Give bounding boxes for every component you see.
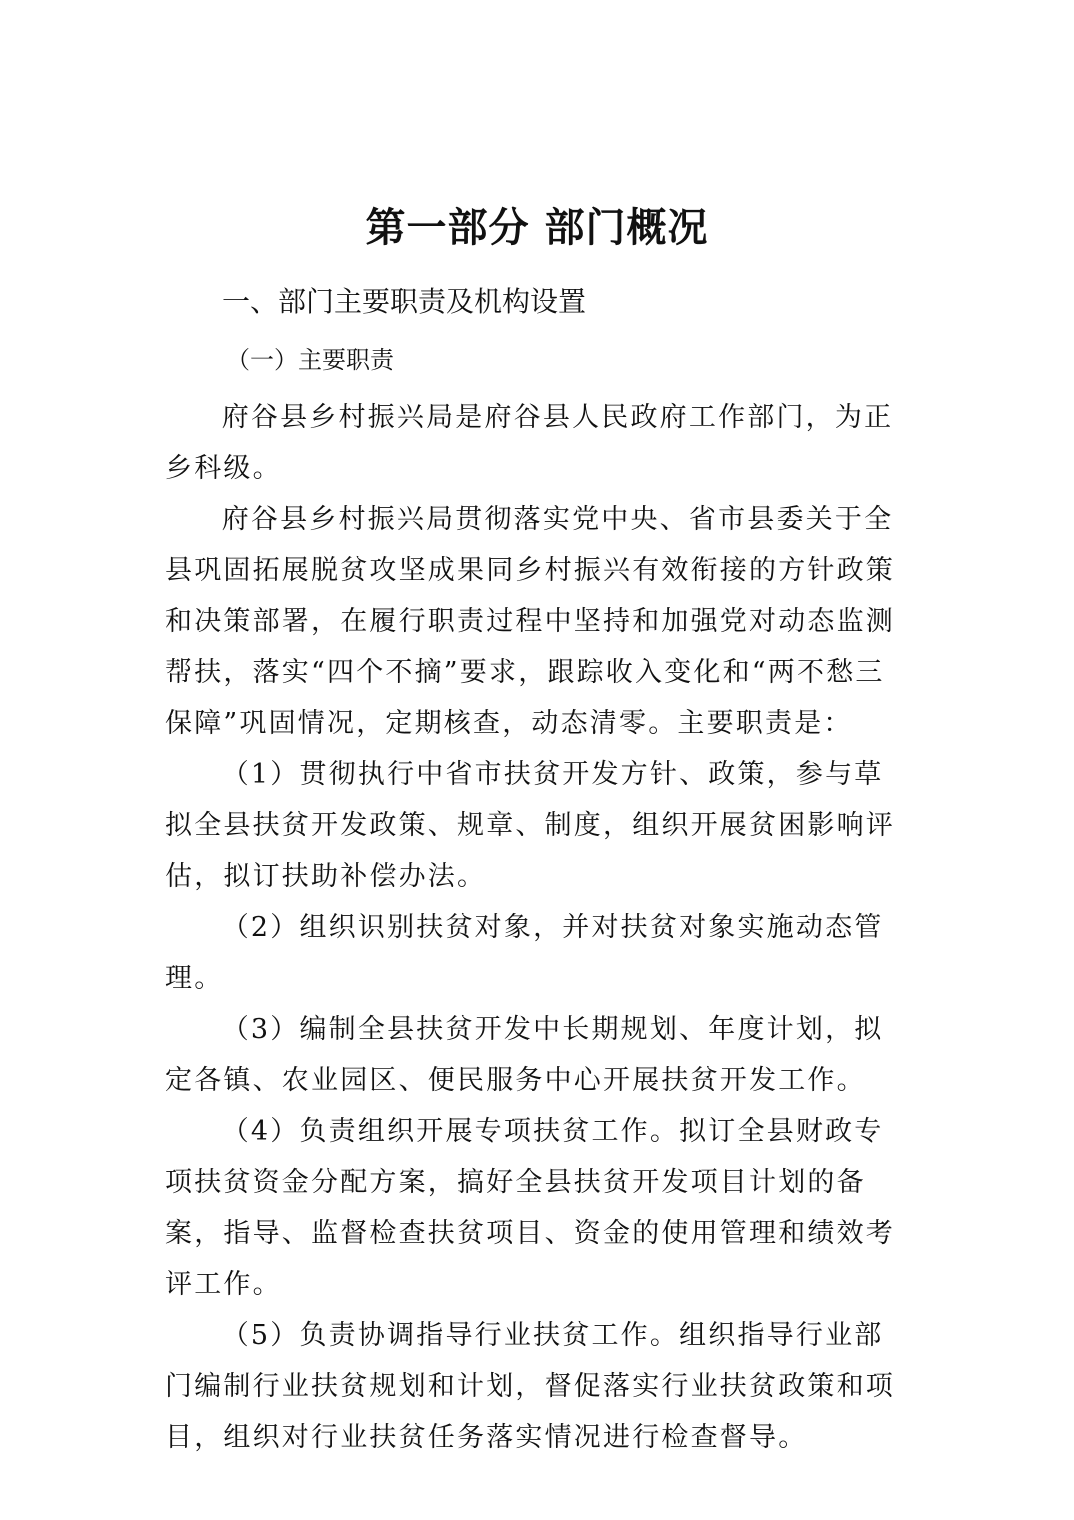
sub-heading: （一）主要职责 xyxy=(226,346,394,374)
paragraph-intro: 府谷县乡村振兴局是府谷县人民政府工作部门，为正乡科级。 xyxy=(165,402,894,484)
paragraph-duty-4: （4）负责组织开展专项扶贫工作。拟订全县财政专项扶贫资金分配方案，搞好全县扶贫开发项目计划的备案，指导、监督检查扶贫项目、资金的使用管理和绩效考评工作。 xyxy=(165,1116,895,1300)
paragraph-duty-3: （3）编制全县扶贫开发中长期规划、年度计划，拟定各镇、农业园区、便民服务中心开展扶贫开发工作。 xyxy=(165,1014,884,1096)
page-title: 第一部分 部门概况 xyxy=(365,205,709,251)
document-body xyxy=(165,392,910,1463)
paragraph-duty-5: （5）负责协调指导行业扶贫工作。组织指导行业部门编制行业扶贫规划和计划，督促落实行业扶贫政策和项目，组织对行业扶贫任务落实情况进行检查督导。 xyxy=(165,1320,895,1453)
paragraph-duty-2: （2）组织识别扶贫对象，并对扶贫对象实施动态管理。 xyxy=(165,912,884,994)
paragraph-duty-1: （1）贯彻执行中省市扶贫开发方针、政策，参与草拟全县扶贫开发政策、规章、制度，组织开展贫困影响评估，拟订扶助补偿办法。 xyxy=(165,759,895,892)
section-heading: 一、部门主要职责及机构设置 xyxy=(222,285,587,318)
paragraph-mandate: 府谷县乡村振兴局贯彻落实党中央、省市县委关于全县巩固拓展脱贫攻坚成果同乡村振兴有效衔接的方针政策和决策部署，在履行职责过程中坚持和加强党对动态监测帮扶，落实“四个不摘”要求，跟踪收入变化和“两不愁三保障”巩固情况，定期核查，动态清零。主要职责是： xyxy=(165,504,895,739)
